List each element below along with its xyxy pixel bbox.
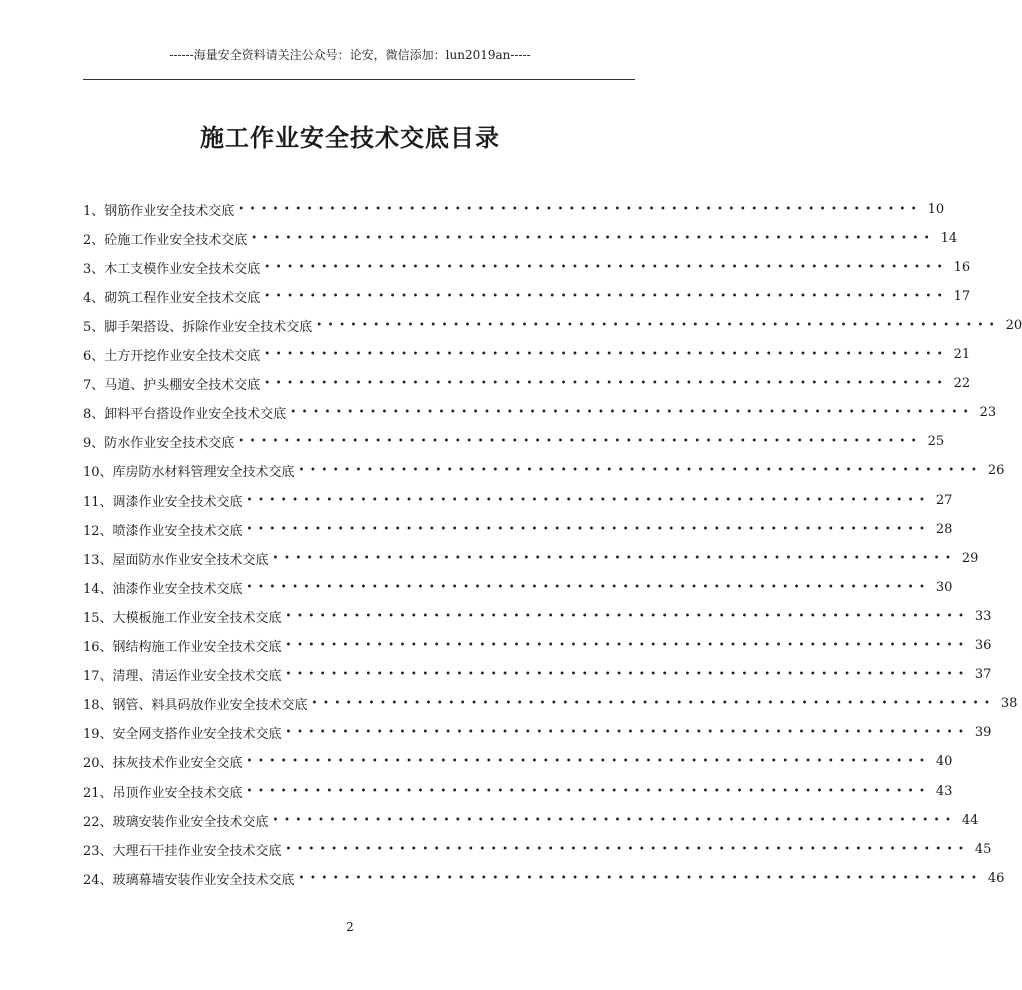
toc-leader-dots: •••••••••••••••••••••••••••••••••••••••••••••••••••••••••••• [246,581,931,593]
toc-entry-page: 10 [927,201,945,217]
toc-entry-page: 22 [953,376,971,392]
toc-entry[interactable] [83,196,945,222]
toc-entry-page: 14 [940,230,958,246]
toc-leader-dots: •••••••••••••••••••••••••••••••••••••••••••••••••••••••••••• [285,669,970,681]
toc-entry-page: 25 [927,434,945,450]
toc-leader-dots: •••••••••••••••••••••••••••••••••••••••••••••••••••••••••••• [246,523,931,535]
toc-entry-page: 27 [935,492,953,508]
toc-entry-label: 7、马道、护头棚安全技术交底 [83,378,261,394]
toc-entry[interactable] [83,836,992,862]
toc-entry-label: 13、屋面防水作业安全技术交底 [83,552,269,568]
toc-leader-dots: •••••••••••••••••••••••••••••••••••••••••••••••••••••••••••• [298,872,983,884]
toc-entry-label: 8、卸料平台搭设作业安全技术交底 [83,407,287,423]
toc-entry-page: 43 [935,783,953,799]
toc-entry-page: 26 [987,463,1005,479]
page-title: 施工作业安全技术交底目录 [200,124,500,152]
toc-entry[interactable] [83,691,1018,717]
toc-entry-page: 45 [974,841,992,857]
toc-entry-label: 23、大理石干挂作业安全技术交底 [83,843,282,859]
toc-entry-label: 11、调漆作业安全技术交底 [83,494,243,510]
toc-entry-page: 36 [974,638,992,653]
toc-entry[interactable] [83,225,958,251]
toc-entry-page: 29 [961,550,979,566]
toc-entry-label: 14、油漆作业安全技术交底 [83,581,243,597]
toc-entry[interactable] [83,516,953,542]
toc-entry-label: 22、玻璃安装作业安全技术交底 [83,814,269,830]
toc-entry-label: 15、大模板施工作业安全技术交底 [83,610,282,626]
toc-entry[interactable] [83,283,971,309]
toc-leader-dots: •••••••••••••••••••••••••••••••••••••••••••••••••••••••••••• [311,698,996,710]
toc-entry[interactable] [83,749,953,775]
toc-entry-page: 33 [974,608,992,624]
toc-entry-label: 16、钢结构施工作业安全技术交底 [83,640,282,655]
toc-entry-label: 1、钢筋作业安全技术交底 [83,203,235,219]
toc-entry[interactable] [83,662,992,688]
toc-entry-label: 3、木工支模作业安全技术交底 [83,261,261,277]
toc-leader-dots: •••••••••••••••••••••••••••••••••••••••••••••••••••••••••••• [298,465,983,477]
toc-entry[interactable] [83,574,953,600]
toc-entry-label: 19、安全网支搭作业安全技术交底 [83,727,282,743]
toc-leader-dots: •••••••••••••••••••••••••••••••••••••••••••••••••••••••••••• [246,494,931,506]
toc-entry-page: 44 [961,812,979,828]
toc-leader-dots: •••••••••••••••••••••••••••••••••••••••••••••••••••••••••••• [238,203,923,215]
toc-entry-page: 21 [953,347,971,362]
toc-entry-label: 5、脚手架搭设、拆除作业安全技术交底 [83,319,313,335]
toc-entry-page: 17 [953,288,971,304]
toc-leader-dots: •••••••••••••••••••••••••••••••••••••••••••••••••••••••••••• [264,261,949,273]
toc-entry-page: 40 [935,754,953,770]
page-header: ------海量安全资料请关注公众号：论安，微信添加：lun2019an----- [169,48,531,62]
toc-entry[interactable] [83,254,971,280]
toc-entry[interactable] [83,778,953,804]
toc-entry[interactable] [83,807,979,833]
toc-leader-dots: •••••••••••••••••••••••••••••••••••••••••••••••••••••••••••• [272,814,957,826]
toc-entry[interactable] [83,400,997,426]
toc-entry[interactable] [83,371,971,397]
toc-entry[interactable] [83,487,953,513]
toc-entry[interactable] [83,458,1005,484]
toc-entry-label: 17、清理、清运作业安全技术交底 [83,669,282,685]
toc-entry-page: 20 [1005,317,1022,333]
toc-leader-dots: •••••••••••••••••••••••••••••••••••••••••••••••••••••••••••• [285,843,970,855]
toc-leader-dots: •••••••••••••••••••••••••••••••••••••••••••••••••••••••••••• [251,232,936,244]
toc-entry-label: 2、砼施工作业安全技术交底 [83,232,248,248]
toc-leader-dots: •••••••••••••••••••••••••••••••••••••••••••••••••••••••••••• [246,785,931,797]
toc-entry-page: 38 [1000,696,1018,712]
toc-entry[interactable] [83,720,992,746]
toc-entry-label: 21、吊顶作业安全技术交底 [83,785,243,801]
toc-entry-label: 24、玻璃幕墙安装作业安全技术交底 [83,872,295,888]
toc-entry-page: 28 [935,521,953,537]
toc-leader-dots: •••••••••••••••••••••••••••••••••••••••••••••••••••••••••••• [246,756,931,768]
toc-leader-dots: •••••••••••••••••••••••••••••••••••••••••••••••••••••••••••• [264,290,949,302]
toc-leader-dots: •••••••••••••••••••••••••••••••••••••••••••••••••••••••••••• [290,407,975,419]
toc-entry-page: 39 [974,725,992,741]
toc-leader-dots: •••••••••••••••••••••••••••••••••••••••••••••••••••••••••••• [316,319,1001,331]
page-number: 2 [346,920,354,934]
toc-entry-page: 37 [974,667,992,683]
header-divider [83,79,635,80]
toc-entry[interactable] [83,342,971,368]
toc-entry-page: 16 [953,259,971,275]
toc-entry-label: 18、钢管、料具码放作业安全技术交底 [83,698,308,714]
toc-entry[interactable] [83,429,945,455]
toc-entry-page: 46 [987,870,1005,886]
toc-entry[interactable] [83,603,992,629]
toc-leader-dots: •••••••••••••••••••••••••••••••••••••••••••••••••••••••••••• [285,610,970,622]
toc-entry[interactable] [83,312,1022,338]
toc-entry[interactable] [83,865,1005,891]
toc-leader-dots: •••••••••••••••••••••••••••••••••••••••••••••••••••••••••••• [264,378,949,390]
toc-entry-label: 6、土方开挖作业安全技术交底 [83,349,261,364]
toc-leader-dots: •••••••••••••••••••••••••••••••••••••••••••••••••••••••••••• [264,349,949,360]
toc-entry-label: 20、抹灰技术作业安全交底 [83,756,243,772]
toc-entry[interactable] [83,633,992,659]
toc-leader-dots: •••••••••••••••••••••••••••••••••••••••••••••••••••••••••••• [285,640,970,651]
toc-entry-label: 10、库房防水材料管理安全技术交底 [83,465,295,481]
toc-leader-dots: •••••••••••••••••••••••••••••••••••••••••••••••••••••••••••• [285,727,970,739]
toc-entry-page: 30 [935,579,953,595]
toc-entry-label: 4、砌筑工程作业安全技术交底 [83,290,261,306]
toc-entry-label: 9、防水作业安全技术交底 [83,436,235,452]
toc-leader-dots: •••••••••••••••••••••••••••••••••••••••••••••••••••••••••••• [238,436,923,448]
toc-entry-page: 23 [979,405,997,421]
toc-entry-label: 12、喷漆作业安全技术交底 [83,523,243,539]
toc-leader-dots: •••••••••••••••••••••••••••••••••••••••••••••••••••••••••••• [272,552,957,564]
toc-entry[interactable] [83,545,979,571]
